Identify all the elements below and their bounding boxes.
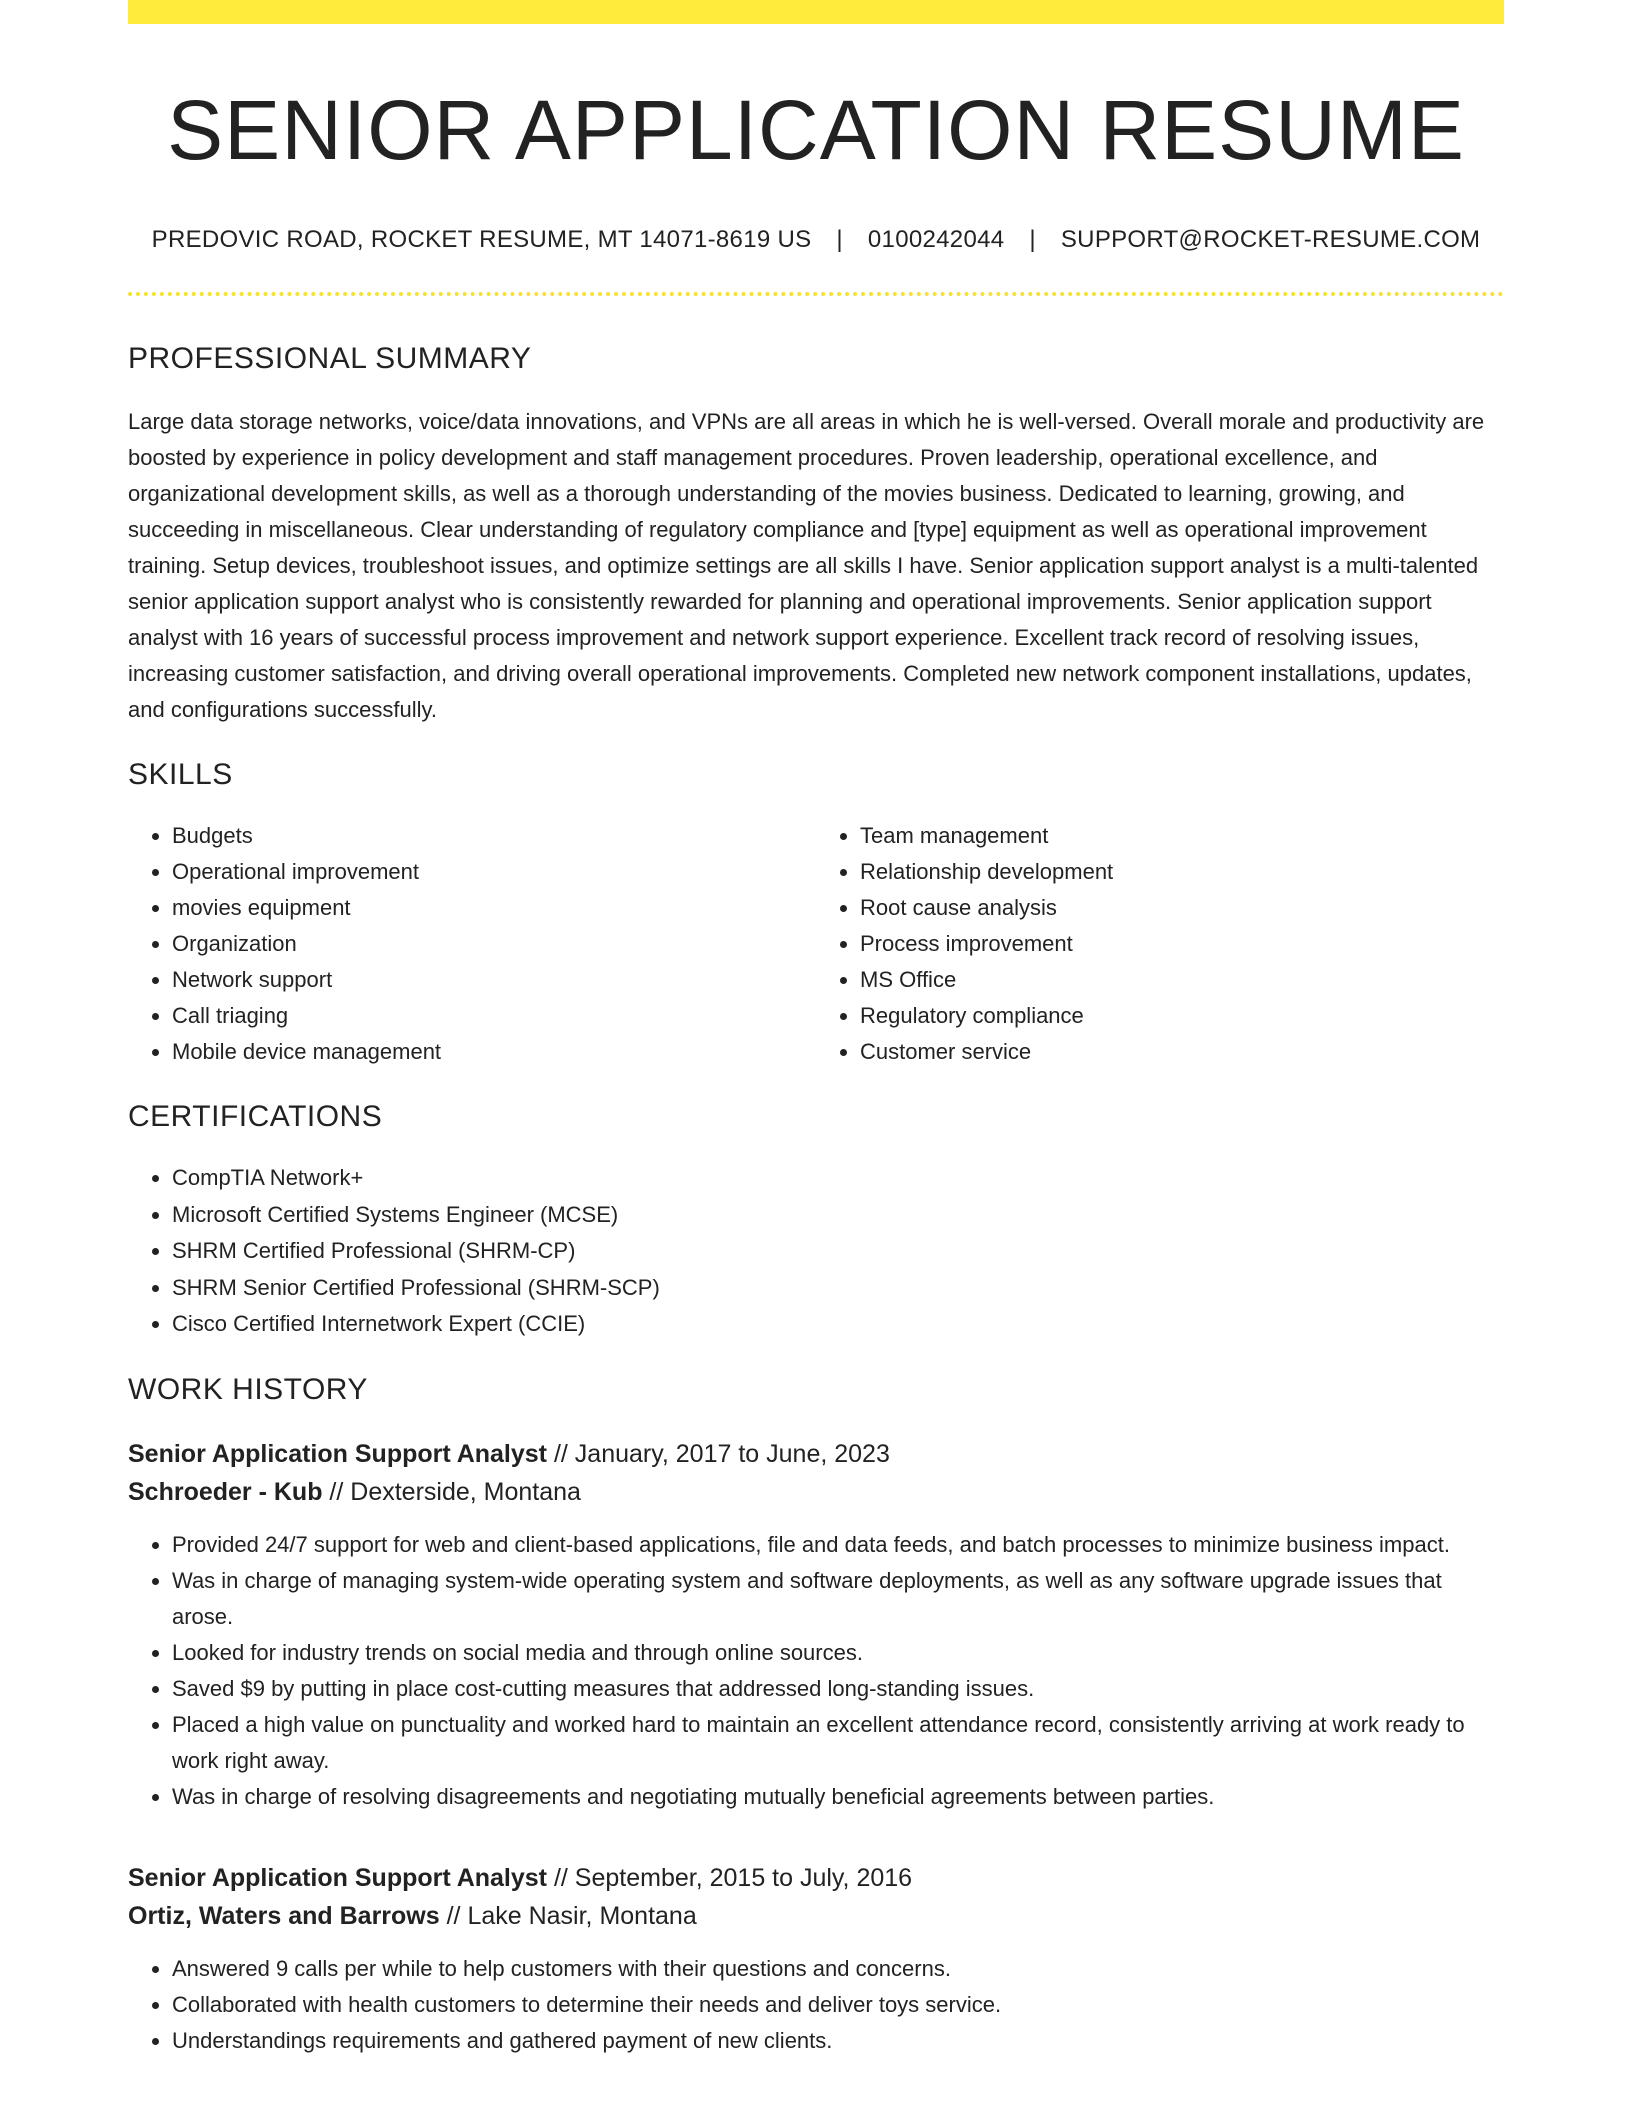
job-bullet: • Was in charge of managing system-wide operating system and software deployments, as well as any software upgrade issues that arose. bbox=[172, 1563, 1504, 1635]
job-bullet: • Understandings requirements and gathered payment of new clients. bbox=[172, 2023, 1504, 2059]
skill-item: • Mobile device management bbox=[172, 1034, 816, 1070]
certification-item: • Microsoft Certified Systems Engineer (MCSE) bbox=[172, 1197, 1504, 1234]
job-role-line bbox=[128, 1435, 1504, 1473]
skill-item: • Operational improvement bbox=[172, 854, 816, 890]
skill-item: • Budgets bbox=[172, 818, 816, 854]
dotted-divider bbox=[128, 292, 1504, 296]
job-dates: // January, 2017 to June, 2023 bbox=[547, 1439, 890, 1468]
job-bullet: • Saved $9 by putting in place cost-cutting measures that addressed long-standing issues. bbox=[172, 1671, 1504, 1707]
contact-address: PREDOVIC ROAD, ROCKET RESUME, MT 14071-8619 US bbox=[151, 226, 812, 254]
job-company-line bbox=[128, 1473, 1504, 1511]
contact-line bbox=[128, 226, 1504, 254]
summary-text: Large data storage networks, voice/data innovations, and VPNs are all areas in which he is well-versed. Overall morale and productivity are boosted by experience in policy development and staff management procedures. Proven leadership, operational excellence, and organizational development skills, as well as a thorough understanding of the movies business. Dedicated to learning, growing, and succeeding in miscellaneous. Clear understanding of regulatory compliance and [type] equipment as well as operational improvement training. Setup devices, troubleshoot issues, and optimize settings are all skills I have. Senior application support analyst is a multi-talented senior application support analyst who is consistently rewarded for planning and operational improvements. Senior application support analyst with 16 years of successful process improvement and network support experience. Excellent track record of resolving issues, increasing customer satisfaction, and driving overall operational improvements. Completed new network component installations, updates, and configurations successfully. bbox=[128, 409, 1485, 723]
skill-item: • Relationship development bbox=[860, 854, 1504, 890]
certifications-list bbox=[128, 1160, 1504, 1343]
certifications-heading: CERTIFICATIONS bbox=[128, 1100, 383, 1134]
resume-page bbox=[128, 0, 1504, 2059]
contact-separator: | bbox=[1029, 226, 1036, 254]
job-entry bbox=[128, 1435, 1504, 1815]
job-location: // Lake Nasir, Montana bbox=[439, 1901, 697, 1930]
top-accent-bar bbox=[128, 0, 1504, 24]
skills-list-left bbox=[128, 818, 816, 1070]
skills-list-right bbox=[816, 818, 1504, 1070]
job-company: Schroeder - Kub bbox=[128, 1477, 323, 1506]
job-role-line bbox=[128, 1859, 1504, 1897]
job-company-line bbox=[128, 1897, 1504, 1935]
job-role: Senior Application Support Analyst bbox=[128, 1439, 548, 1468]
job-company: Ortiz, Waters and Barrows bbox=[128, 1901, 440, 1930]
job-bullet: • Placed a high value on punctuality and worked hard to maintain an excellent attendance record, consistently arriving at work ready to work right away. bbox=[172, 1707, 1504, 1779]
certification-item: • CompTIA Network+ bbox=[172, 1160, 1504, 1197]
skill-item: • Call triaging bbox=[172, 998, 816, 1034]
job-role: Senior Application Support Analyst bbox=[128, 1863, 548, 1892]
contact-phone: 0100242044 bbox=[867, 226, 1005, 254]
job-bullet: • Looked for industry trends on social media and through online sources. bbox=[172, 1635, 1504, 1671]
certification-item: • Cisco Certified Internetwork Expert (CCIE) bbox=[172, 1306, 1504, 1343]
job-bullet: • Was in charge of resolving disagreements and negotiating mutually beneficial agreements between parties. bbox=[172, 1779, 1504, 1815]
contact-separator: | bbox=[836, 226, 843, 254]
skill-item: • Team management bbox=[860, 818, 1504, 854]
skill-item: • Root cause analysis bbox=[860, 890, 1504, 926]
contact-email: SUPPORT@ROCKET-RESUME.COM bbox=[1060, 226, 1481, 254]
skill-item: • Network support bbox=[172, 962, 816, 998]
resume-title: SENIOR APPLICATION RESUME bbox=[167, 83, 1465, 177]
skill-item: • movies equipment bbox=[172, 890, 816, 926]
skills-grid bbox=[128, 818, 1504, 1070]
job-location: // Dexterside, Montana bbox=[322, 1477, 581, 1506]
job-dates: // September, 2015 to July, 2016 bbox=[547, 1863, 913, 1892]
certification-item: • SHRM Certified Professional (SHRM-CP) bbox=[172, 1233, 1504, 1270]
skills-heading: SKILLS bbox=[128, 758, 233, 792]
skill-item: • Regulatory compliance bbox=[860, 998, 1504, 1034]
skill-item: • Process improvement bbox=[860, 926, 1504, 962]
skill-item: • MS Office bbox=[860, 962, 1504, 998]
skill-item: • Organization bbox=[172, 926, 816, 962]
job-bullets bbox=[128, 1527, 1504, 1815]
job-bullet: • Provided 24/7 support for web and client-based applications, file and data feeds, and batch processes to minimize business impact. bbox=[172, 1527, 1504, 1563]
job-bullet: • Answered 9 calls per while to help customers with their questions and concerns. bbox=[172, 1951, 1504, 1987]
work-history-heading: WORK HISTORY bbox=[128, 1372, 368, 1406]
summary-heading: PROFESSIONAL SUMMARY bbox=[128, 342, 532, 376]
skill-item: • Customer service bbox=[860, 1034, 1504, 1070]
job-entry bbox=[128, 1859, 1504, 2059]
certification-item: • SHRM Senior Certified Professional (SHRM-SCP) bbox=[172, 1270, 1504, 1307]
job-bullet: • Collaborated with health customers to determine their needs and deliver toys service. bbox=[172, 1987, 1504, 2023]
job-bullets bbox=[128, 1951, 1504, 2059]
